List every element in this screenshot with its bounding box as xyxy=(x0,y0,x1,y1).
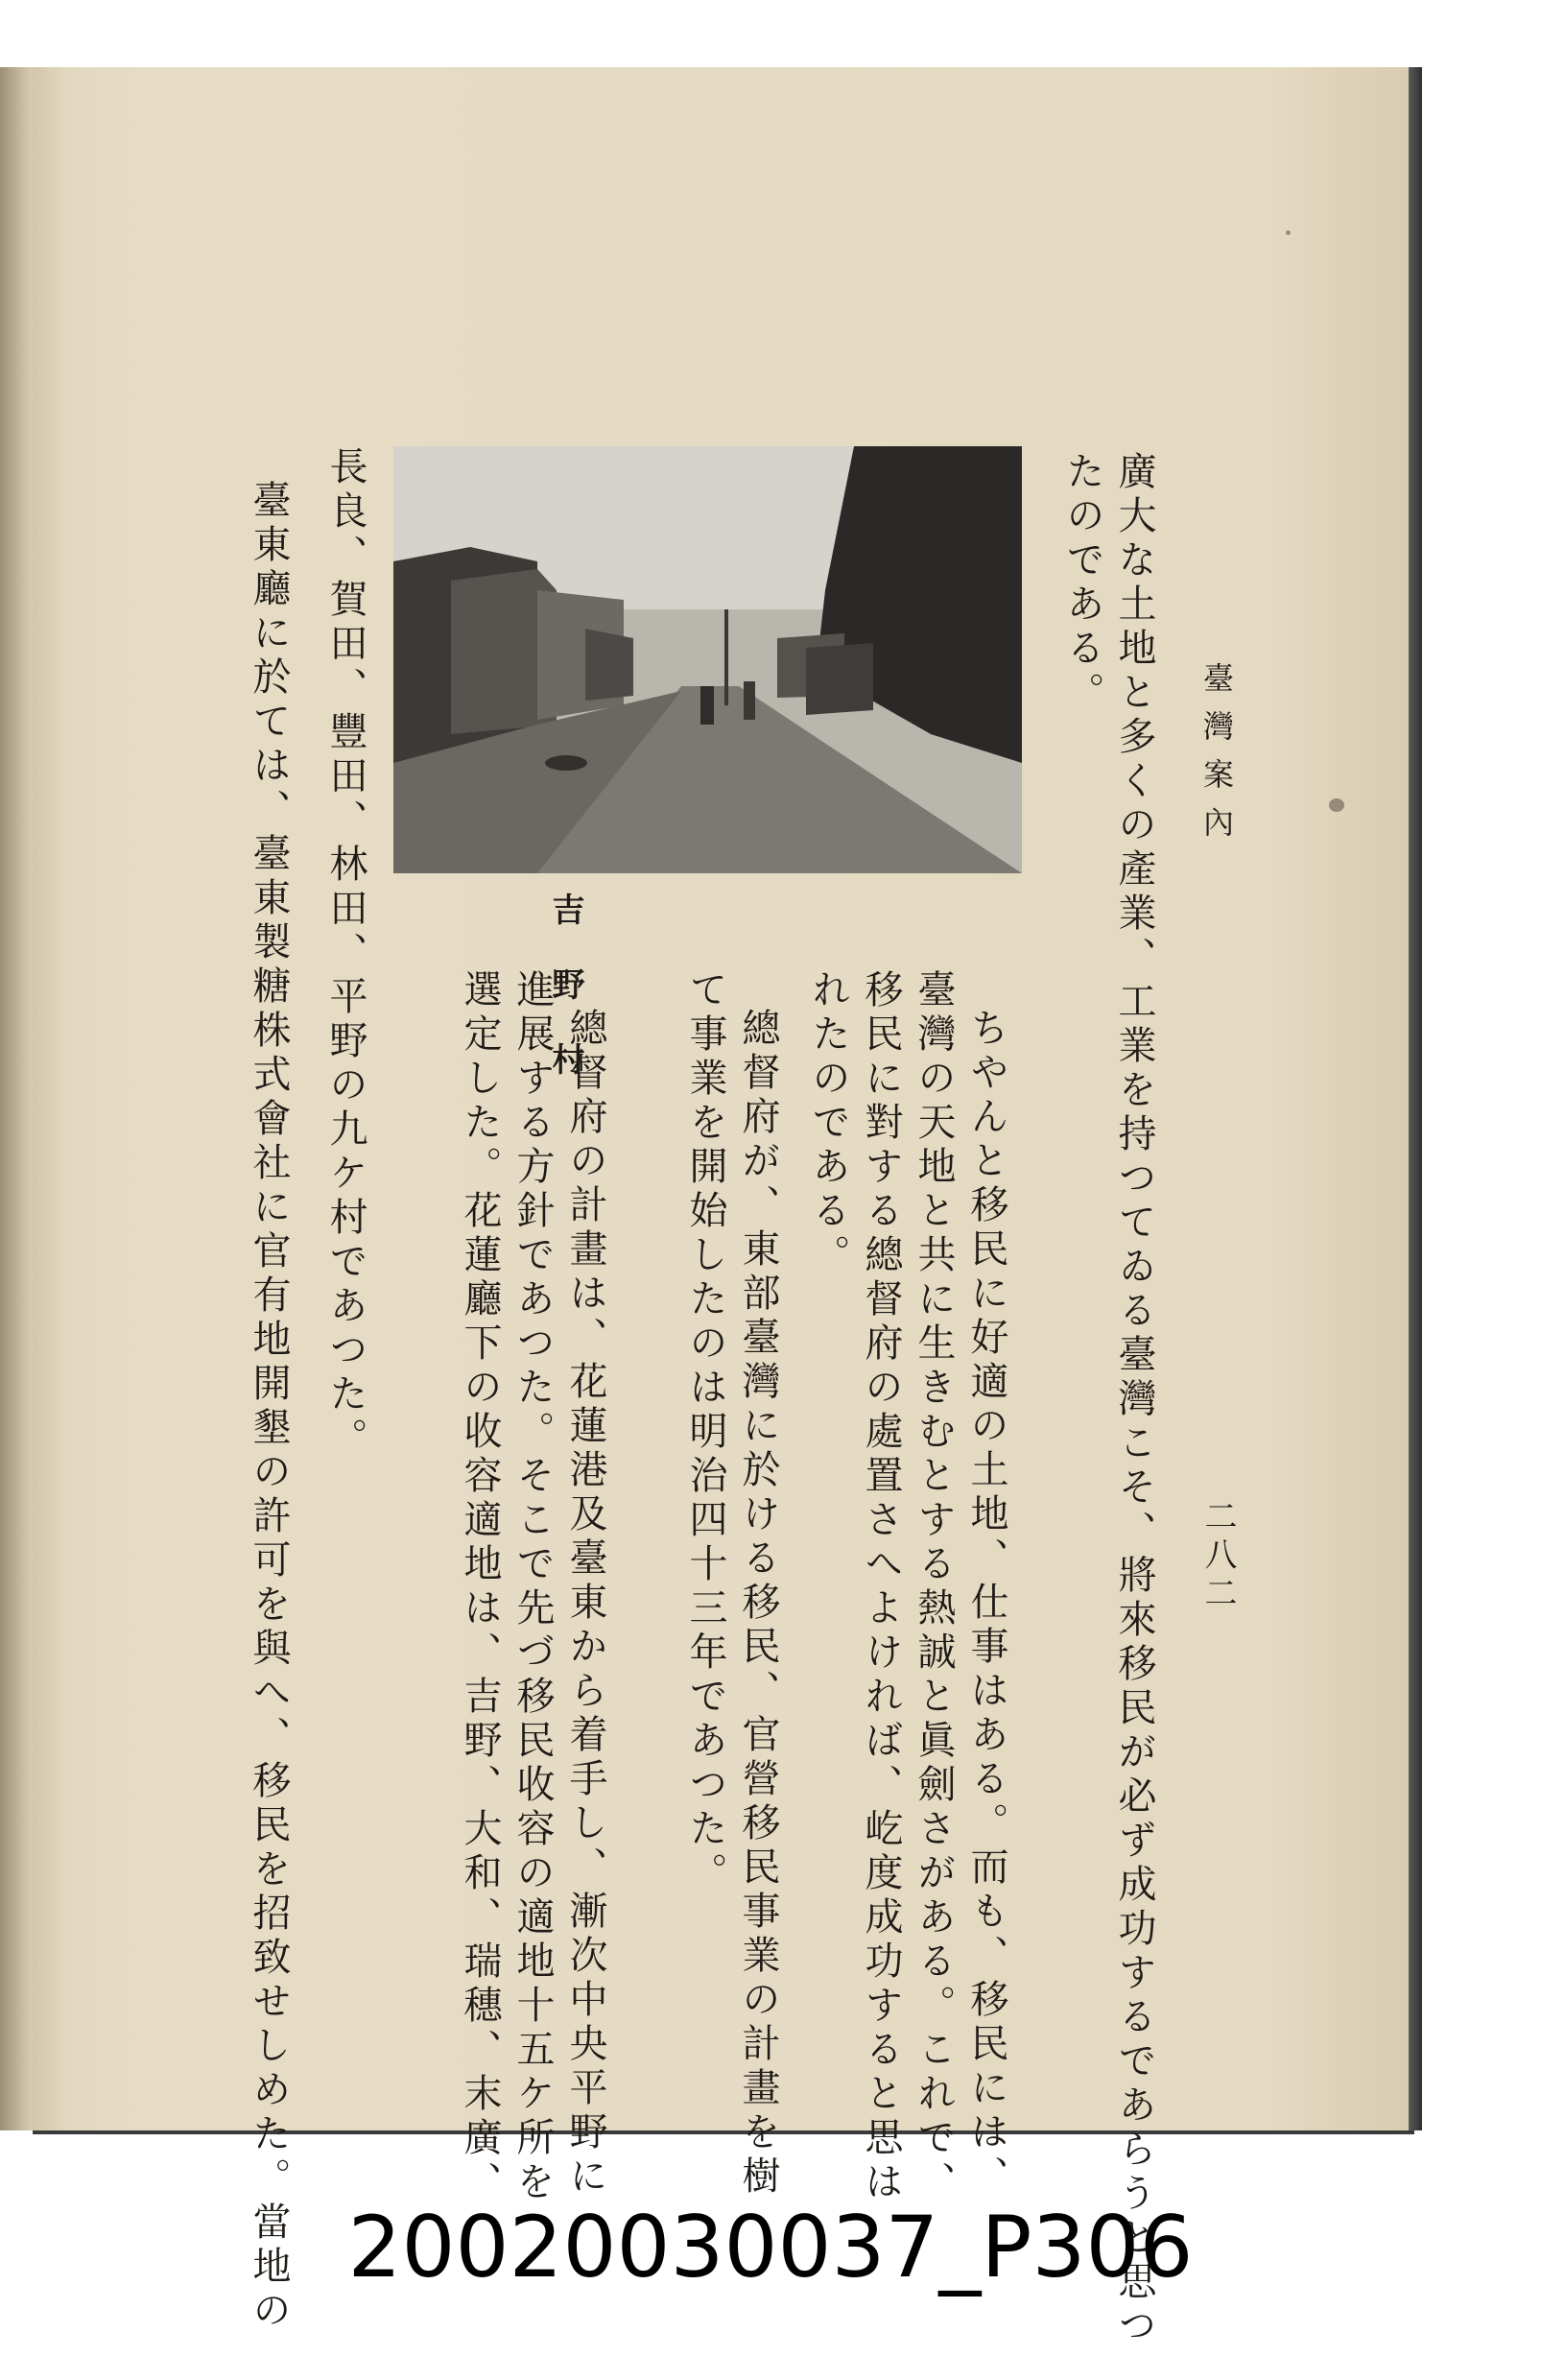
text-column: 總督府が、東部臺灣に於ける移民、官營移民事業の計畫を樹 xyxy=(736,1008,780,2200)
text-column: 臺東廳に於ては、臺東製糖株式會社に官有地開墾の許可を與へ、移民を招致せしめた。當地の xyxy=(247,480,291,2334)
text-column: 廣大な土地と多くの產業、工業を持つてゐる臺灣こそ、將來移民が必ず成功するであらうと思つ xyxy=(1112,451,1156,2349)
text-column: たのである。 xyxy=(1060,451,1104,716)
text-column: 總督府の計畫は、花蓮港及臺東から着手し、漸次中央平野に xyxy=(563,1008,607,2200)
text-column: 選定した。花蓮廳下の收容適地は、吉野、大和、瑞穗、末廣、 xyxy=(458,969,502,2205)
text-column: 臺灣の天地と共に生きむとする熱誠と眞劍さがある。これで、 xyxy=(912,969,956,2205)
page-edge-shadow xyxy=(1409,67,1422,2130)
page-number: 二八二 xyxy=(1198,1499,1237,1614)
village-photo xyxy=(393,446,1022,873)
text-column: 長良、賀田、豐田、林田、平野の九ケ村であつた。 xyxy=(323,446,367,1462)
book-gutter xyxy=(0,67,33,2130)
text-column: ちやんと移民に好適の土地、仕事はある。而も、移民には、 xyxy=(964,1008,1008,2200)
text-column: 移民に對する總督府の處置さへよければ、屹度成功すると思は xyxy=(859,969,903,2205)
text-column: て事業を開始したのは明治四十三年であつた。 xyxy=(683,969,727,1896)
archive-id-label: 20020030037_P306 xyxy=(347,2198,1194,2297)
ink-spot xyxy=(1329,798,1344,812)
ink-spot xyxy=(1286,230,1291,235)
running-head: 臺灣案內 xyxy=(1198,662,1235,854)
photo-caption: 吉野村 xyxy=(546,892,584,1117)
text-column: 進展する方針であつた。そこで先づ移民收容の適地十五ケ所を xyxy=(510,969,555,2205)
text-column: れたのである。 xyxy=(806,969,850,1278)
